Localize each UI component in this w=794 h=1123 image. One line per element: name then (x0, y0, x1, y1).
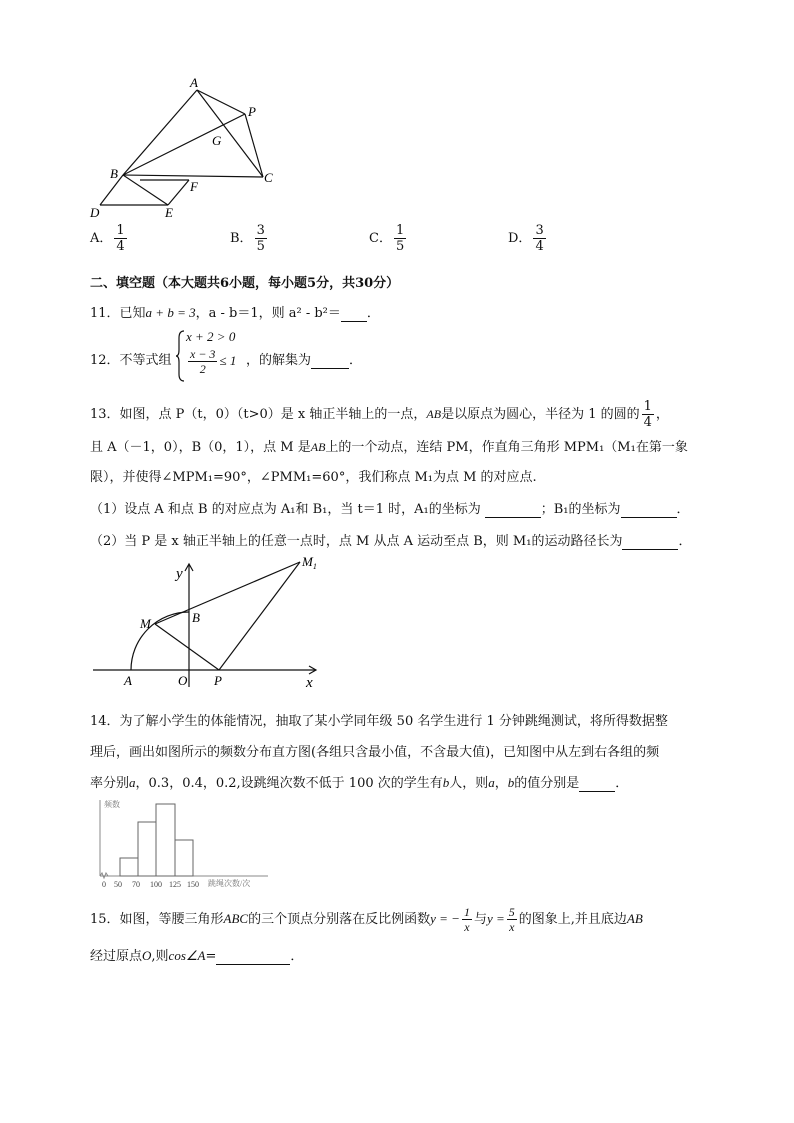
question-15-line-1: 15．如图，等腰三角形ABC的三个顶点分别落在反比例函数y = − $\frac{1}{x}$ 与y = $\frac{5}{x}$ 的图象上,并且底边AB (90, 905, 643, 934)
answer-blank-13a[interactable] (485, 502, 541, 518)
answer-blank-14[interactable] (579, 776, 615, 792)
question-15-line-2: 经过原点O,则cos∠A= ． (90, 948, 304, 964)
label-y: y (176, 566, 183, 582)
answer-blank-13b[interactable] (621, 502, 677, 518)
hist-bar-70-100 (138, 822, 156, 876)
label-A: A (190, 75, 198, 90)
label-P2: P (214, 673, 222, 688)
answer-blank-13c[interactable] (622, 534, 678, 550)
question-14-line-2: 理后，画出如图所示的频数分布直方图(各组只含最小值，不含最大值)，已知图中从左到右各组的频 (90, 745, 660, 760)
hist-tick-125: 125 (169, 880, 181, 889)
question-11: 11．已知a + b = 3，a - b＝1，则 a² - b²＝ ． (90, 305, 380, 321)
hist-tick-100: 100 (150, 880, 162, 889)
label-D: D (90, 205, 100, 220)
hist-bar-100-125 (156, 804, 175, 876)
question-13-part-1: （1）设点 A 和点 B 的对应点为 A₁和 B₁，当 t＝1 时，A₁的坐标为 ；B₁的坐标为 ． (90, 502, 690, 517)
label-C: C (264, 170, 273, 185)
triangle-figure (80, 70, 300, 225)
label-x: x (306, 675, 313, 691)
label-P: P (248, 104, 256, 119)
label-M: M (140, 616, 151, 631)
option-b[interactable]: B． $\frac{3}{5}$ (230, 223, 265, 254)
label-O: O (178, 673, 188, 688)
section-title: 二、填空题（本大题共6小题，每小题5分，共30分） (90, 276, 400, 291)
hist-tick-150: 150 (187, 880, 199, 889)
brace-icon (175, 330, 185, 382)
question-13-line-2: 且 A（－1，0），B（0，1），点 M 是AB上的一个动点，连结 PM，作直角三角形 MPM₁（M₁在第一象 (90, 440, 688, 455)
label-F: F (190, 179, 198, 194)
option-c[interactable]: C． $\frac{1}{5}$ (369, 223, 405, 254)
question-14-line-1: 14．为了解小学生的体能情况，抽取了某小学同年级 50 名学生进行 1 分钟跳绳测试，将所得数据整 (90, 714, 668, 729)
hist-bar-125-150 (175, 840, 193, 876)
option-a[interactable]: A． $\frac{1}{4}$ (90, 223, 125, 254)
option-d[interactable]: D． $\frac{3}{4}$ (508, 223, 544, 254)
question-14-line-3: 率分别a，0.3，0.4，0.2,设跳绳次数不低于 100 次的学生有b人，则a，b的值分别是 ． (90, 775, 629, 791)
label-E: E (165, 205, 173, 220)
label-B: B (110, 166, 118, 181)
label-M1: $M_1$ (302, 554, 317, 571)
hist-tick-50: 50 (114, 880, 122, 889)
hist-tick-70: 70 (132, 880, 140, 889)
frequency-histogram (92, 796, 272, 892)
hist-tick-0: 0 (102, 880, 106, 889)
label-A2: A (124, 673, 132, 688)
question-13-line-1: 13．如图，点 P（t，0）（t>0）是 x 轴正半轴上的一点，AB是以原点为圆心，半径为 1 的圆的 $\frac{1}{4}$ ， (90, 399, 669, 430)
question-13-line-3: 限），并使得∠MPM₁=90°，∠PMM₁=60°，我们称点 M₁为点 M 的对应点. (90, 470, 537, 485)
label-G: G (212, 133, 222, 148)
label-B2: B (192, 610, 200, 625)
hist-xlabel: 跳绳次数/次 (208, 879, 251, 888)
hist-bar-50-70 (120, 858, 138, 876)
arc-ab: AB (426, 407, 442, 421)
answer-blank-15[interactable] (216, 949, 290, 965)
answer-blank-11[interactable] (341, 306, 367, 322)
question-13-part-2: （2）当 P 是 x 轴正半轴上的任意一点时，点 M 从点 A 运动至点 B，则 M₁的运动路径长为 ． (90, 534, 692, 549)
coordinate-figure (88, 552, 328, 692)
answer-blank-12[interactable] (311, 353, 349, 369)
hist-ylabel: 频数 (104, 800, 120, 809)
